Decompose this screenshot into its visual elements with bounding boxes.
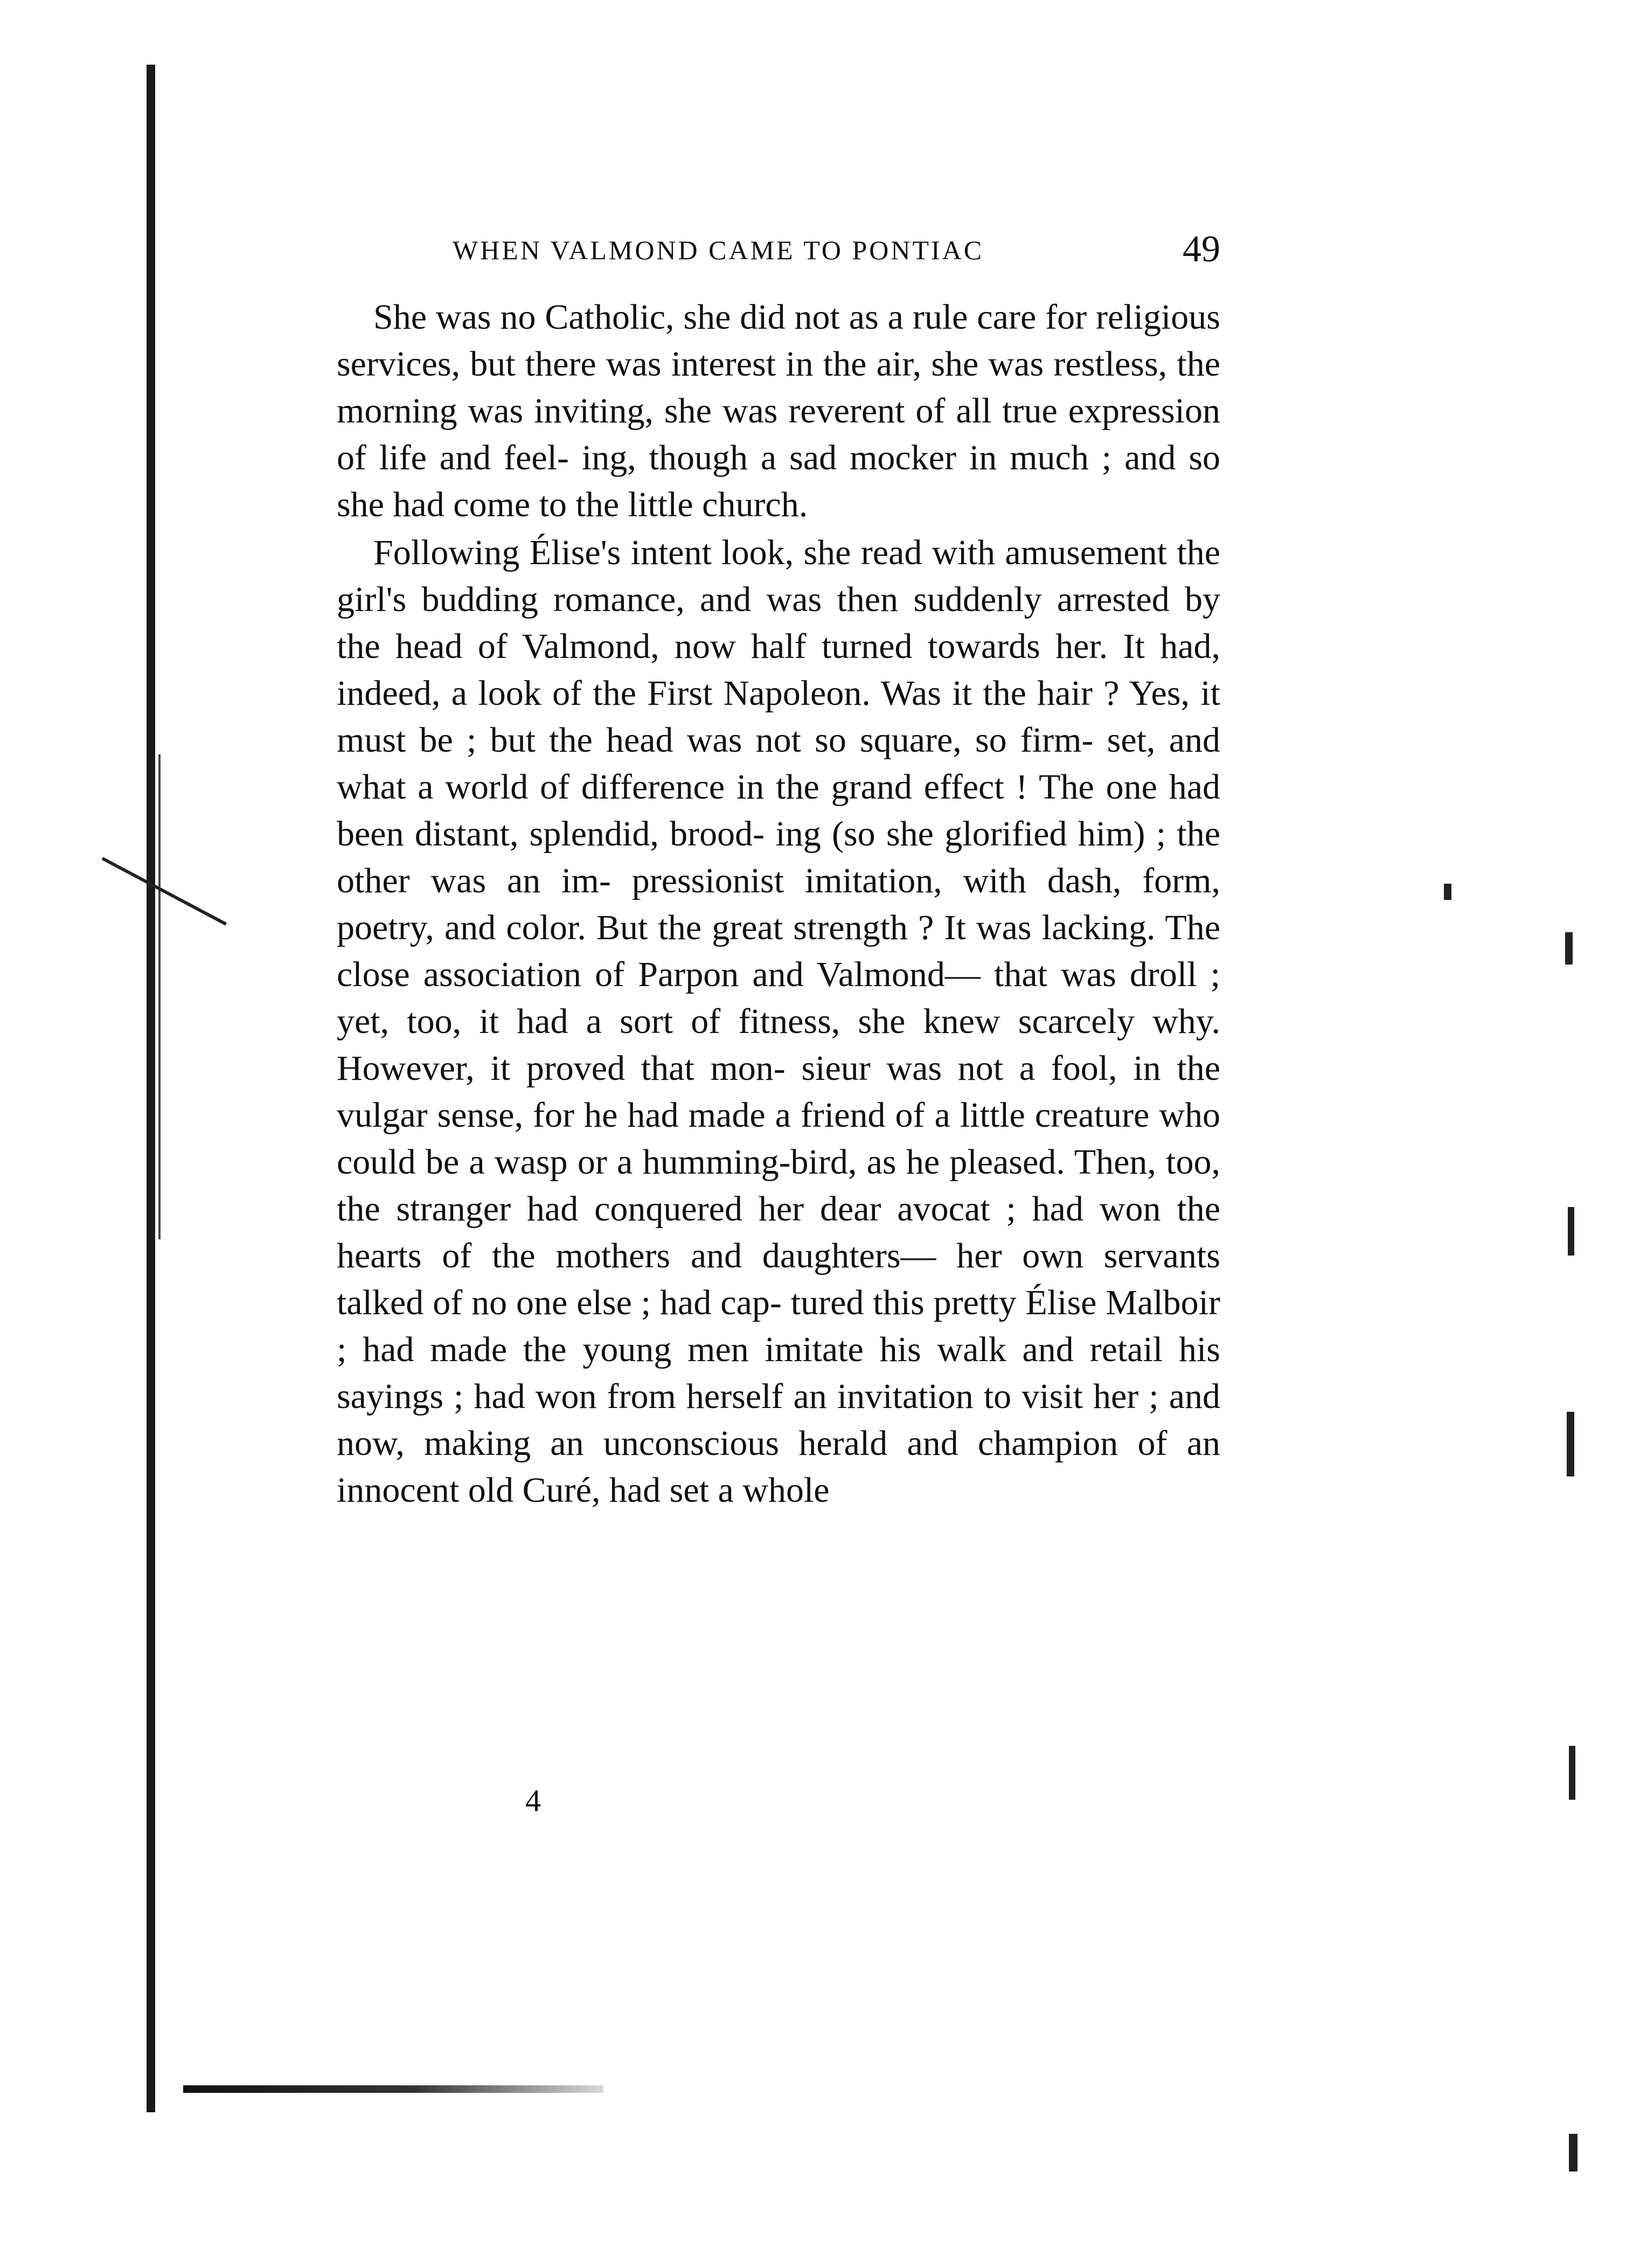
signature-mark: 4 bbox=[525, 1783, 541, 1818]
pencil-mark bbox=[102, 857, 227, 925]
running-head bbox=[337, 213, 1220, 294]
bottom-page-edge-shadow bbox=[183, 2085, 603, 2093]
right-edge-artifact bbox=[1568, 1207, 1574, 1256]
right-edge-artifact bbox=[1569, 2134, 1577, 2172]
text-block bbox=[337, 213, 1220, 1514]
page-number: 49 bbox=[1183, 228, 1220, 270]
stray-mark bbox=[1444, 884, 1451, 900]
right-edge-artifact bbox=[1567, 1412, 1574, 1476]
binding-shadow-line-thin bbox=[158, 754, 161, 1239]
body-paragraph-2: Following Élise's intent look, she read with amusement the girl's budding romance, and was then suddenly arrested by the head of Valmond, now half turned towards her. It had, indeed, a look of the First Napoleon. Was it the hair ? Yes, it must be ; but the head was not so square, so firm- set, and what a world of difference in the grand effect ! The one had been distant, splendid, brood- ing (so she glorified him) ; the other was an im- pressionist imitation, with dash, form, poetry, and color. But the great strength ? It was lacking. The close association of Parpon and Valmond— that was droll ; yet, too, it had a sort of fitness, she knew scarcely why. However, it proved that mon- sieur was not a fool, in the vulgar sense, for he had made a friend of a little creature who could be a wasp or a humming-bird, as he pleased. Then, too, the stranger had conquered her dear avocat ; had won the hearts of the mothers and daughters— her own servants talked of no one else ; had cap- tured this pretty Élise Malboir ; had made the young men imitate his walk and retail his sayings ; had won from herself an invitation to visit her ; and now, making an unconscious herald and champion of an innocent old Curé, had set a whole bbox=[337, 533, 1220, 1510]
right-edge-artifact bbox=[1565, 932, 1573, 965]
body-paragraph-1: She was no Catholic, she did not as a rule care for religious services, but there was interest in the air, she was restless, the morning was inviting, she was reverent of all true expression of life and feel- ing, though a sad mocker in much ; and so she had come to the little church. bbox=[337, 297, 1220, 524]
running-title: WHEN VALMOND CAME TO PONTIAC bbox=[453, 235, 984, 265]
right-edge-artifact bbox=[1569, 1746, 1575, 1800]
binding-shadow-line bbox=[147, 65, 155, 2112]
